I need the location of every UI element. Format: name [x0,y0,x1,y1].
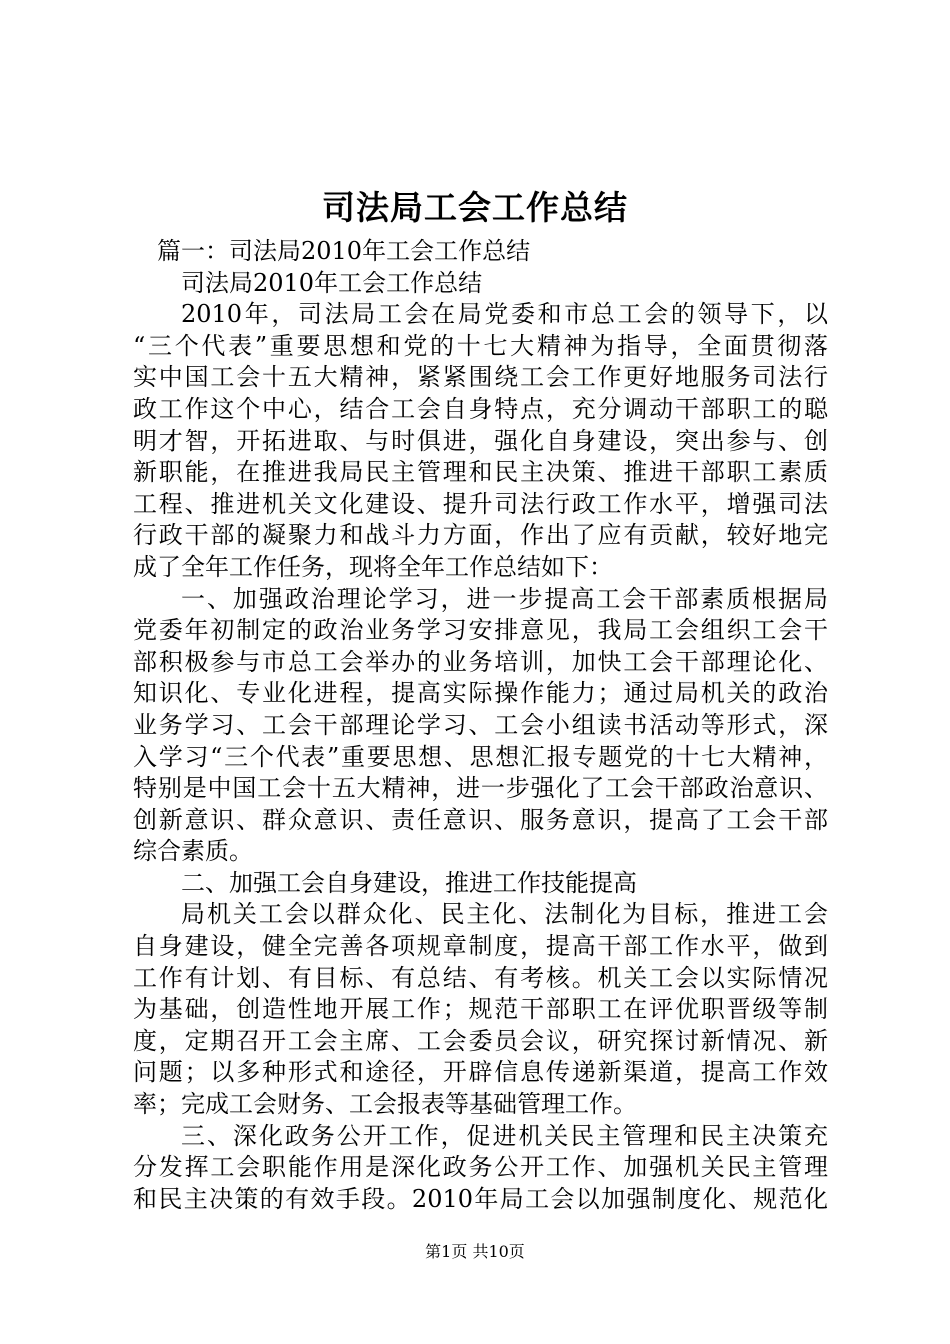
body-line: 率；完成工会财务、工会报表等基础管理工作。 [133,1090,637,1119]
body-line: 一、加强政治理论学习，进一步提高工会干部素质根据局 [181,584,828,613]
body-line: 为基础，创造性地开展工作；规范干部职工在评优职晋级等制 [133,995,828,1024]
body-line: 工作有计划、有目标、有总结、有考核。机关工会以实际情况 [133,963,828,992]
body-line: 实中国工会十五大精神，紧紧围绕工会工作更好地服务司法行 [133,363,828,392]
body-line: 行政干部的凝聚力和战斗力方面，作出了应有贡献，较好地完 [133,521,828,550]
body-line: 分发挥工会职能作用是深化政务公开工作、加强机关民主管理 [133,1153,828,1182]
body-line: 成了全年工作任务，现将全年工作总结如下： [133,552,613,581]
body-line: 创新意识、群众意识、责任意识、服务意识，提高了工会干部 [133,805,828,834]
body-line: 篇一：司法局2010年工会工作总结 [157,237,531,265]
body-line: 局机关工会以群众化、民主化、法制化为目标，推进工会 [181,900,828,929]
body-line: 问题；以多种形式和途径，开辟信息传递新渠道，提高工作效 [133,1058,828,1087]
document-body [133,236,828,1215]
body-line: 工程、推进机关文化建设、提升司法行政工作水平，增强司法 [133,489,828,518]
body-line: 业务学习、工会干部理论学习、工会小组读书活动等形式，深 [133,710,828,739]
body-line: 入学习“三个代表”重要思想、思想汇报专题党的十七大精神， [133,742,828,771]
body-line: “三个代表”重要思想和党的十七大精神为指导，全面贯彻落 [133,331,828,360]
body-line: 新职能，在推进我局民主管理和民主决策、推进干部职工素质 [133,458,828,487]
body-line: 司法局2010年工会工作总结 [181,268,483,297]
body-line: 综合素质。 [133,837,253,866]
body-line: 三、深化政务公开工作，促进机关民主管理和民主决策充 [181,1121,828,1150]
body-line: 二、加强工会自身建设，推进工作技能提高 [181,868,637,897]
page-footer: 第1页 共10页 [425,1242,525,1261]
body-line: 知识化、专业化进程，提高实际操作能力；通过局机关的政治 [133,679,828,708]
body-line: 自身建设，健全完善各项规章制度，提高干部工作水平，做到 [133,932,828,961]
document-title: 司法局工会工作总结 [322,188,628,227]
body-line: 政工作这个中心，结合工会自身特点，充分调动干部职工的聪 [133,394,828,423]
body-line: 特别是中国工会十五大精神，进一步强化了工会干部政治意识、 [133,774,828,803]
body-line: 明才智，开拓进取、与时俱进，强化自身建设，突出参与、创 [133,426,828,455]
body-line: 度，定期召开工会主席、工会委员会议，研究探讨新情况、新 [133,1026,828,1055]
body-line: 和民主决策的有效手段。2010年局工会以加强制度化、规范化 [133,1184,828,1213]
body-line: 部积极参与市总工会举办的业务培训，加快工会干部理论化、 [133,647,828,676]
body-line: 2010年，司法局工会在局党委和市总工会的领导下，以 [181,300,828,329]
body-line: 党委年初制定的政治业务学习安排意见，我局工会组织工会干 [133,616,828,645]
